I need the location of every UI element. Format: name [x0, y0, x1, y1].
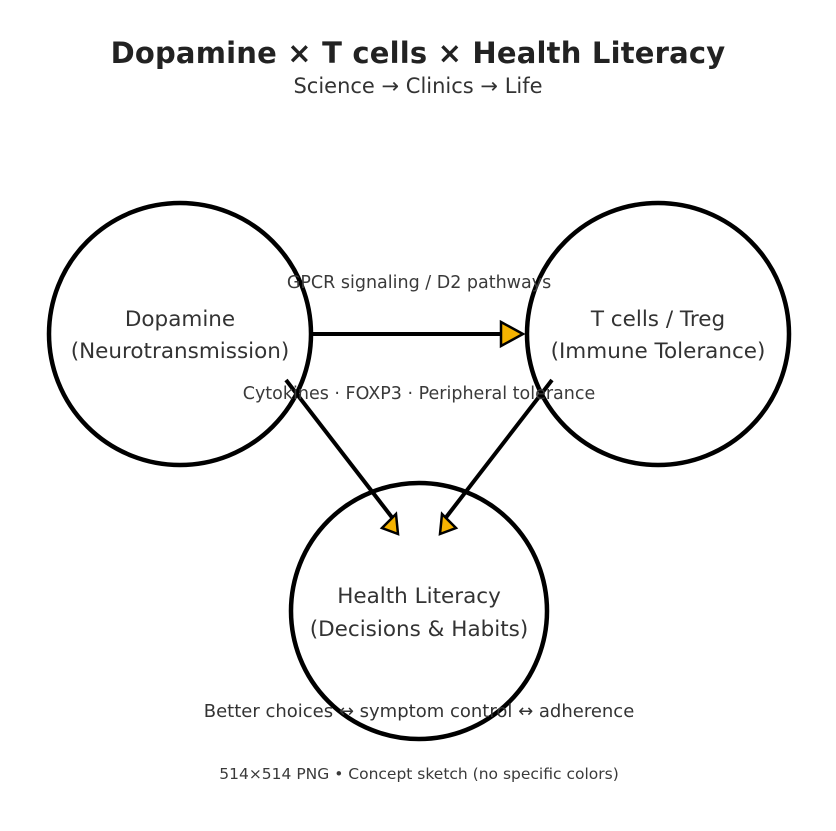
node-dopamine[interactable] [49, 203, 311, 465]
node-tcells-line1: T cells / Treg [590, 307, 726, 332]
node-tcells-line2: (Immune Tolerance) [550, 339, 766, 364]
arrowhead-icon [501, 322, 523, 346]
page-title: Dopamine × T cells × Health Literacy [110, 36, 726, 70]
edge-dopamine-to-tcells [310, 322, 523, 346]
page-subtitle: Science → Clinics → Life [293, 74, 543, 98]
edge-label-gpcr: GPCR signaling / D2 pathways [286, 273, 552, 293]
footnote-caption: 514×514 PNG • Concept sketch (no specific colors) [219, 765, 619, 783]
node-health-literacy-line2: (Decisions & Habits) [309, 617, 529, 642]
node-tcells[interactable] [527, 203, 789, 465]
node-dopamine-line1: Dopamine [124, 307, 236, 332]
bottom-caption: Better choices ↔ symptom control ↔ adherence [203, 701, 635, 722]
node-health-literacy-line1: Health Literacy [337, 584, 501, 609]
node-dopamine-line2: (Neurotransmission) [70, 339, 290, 364]
edge-label-cytokines: Cytokines · FOXP3 · Peripheral tolerance [242, 384, 596, 404]
